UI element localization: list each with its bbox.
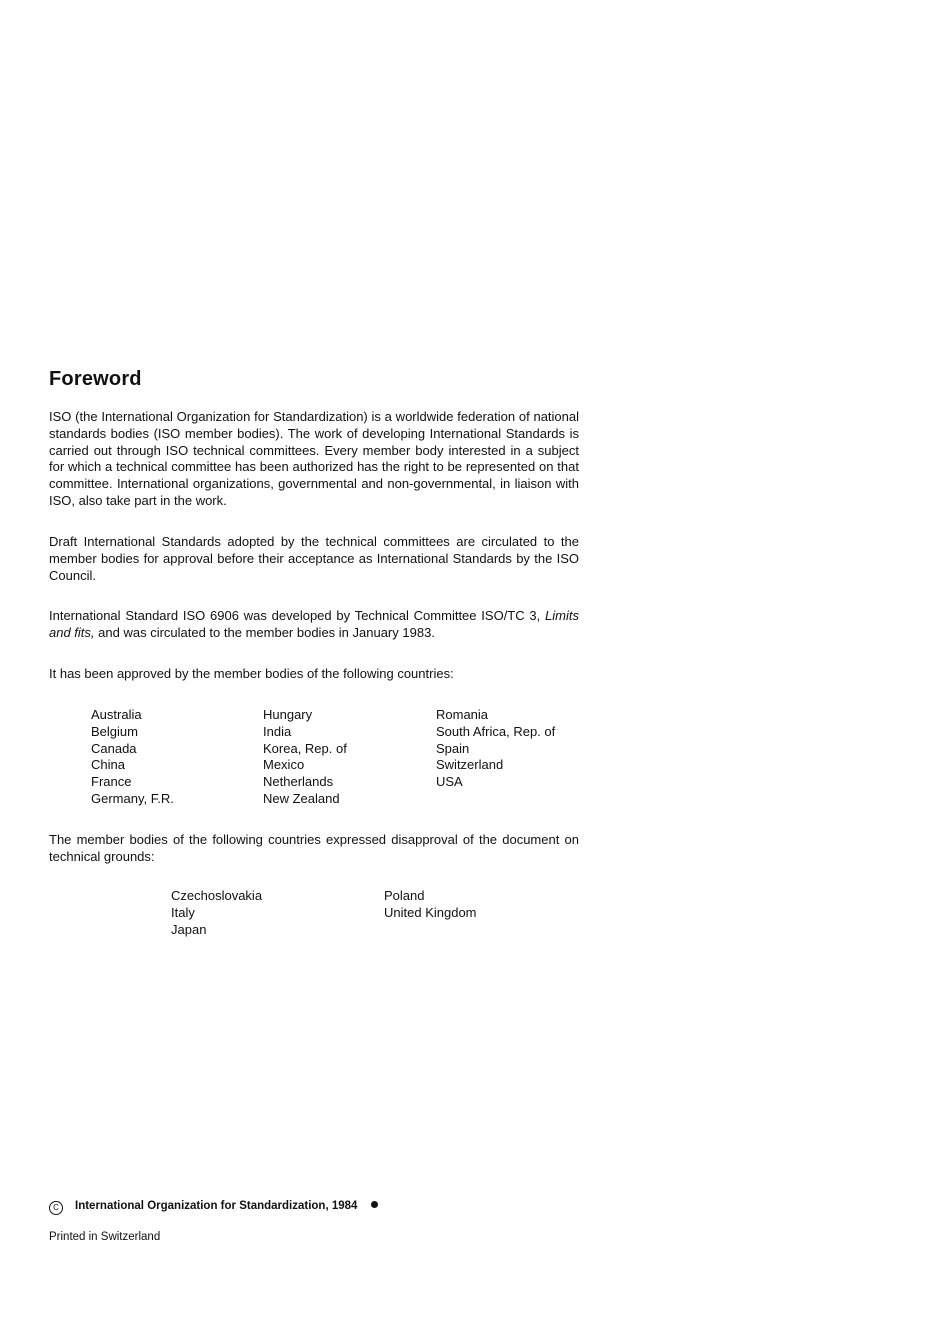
- country-item: Mexico: [263, 757, 305, 773]
- approved-countries-column-2: [263, 707, 347, 808]
- country-item: USA: [436, 774, 463, 790]
- country-item: United Kingdom: [384, 904, 477, 920]
- country-item: Poland: [384, 888, 425, 903]
- country-item: Switzerland: [436, 757, 504, 773]
- foreword-paragraph-3: [49, 608, 579, 642]
- country-item: Australia: [91, 707, 142, 722]
- country-item: Italy: [171, 904, 195, 920]
- country-item: Korea, Rep. of: [263, 740, 347, 756]
- printed-in-line: Printed in Switzerland: [49, 1231, 161, 1243]
- country-item: India: [263, 723, 292, 739]
- disapproved-countries-column-1: [171, 888, 262, 938]
- copyright-icon: C: [49, 1201, 63, 1215]
- country-item: Czechoslovakia: [171, 888, 263, 903]
- foreword-paragraph-4: It has been approved by the member bodies of the following countries:: [49, 666, 454, 681]
- copyright-line: [49, 1200, 378, 1215]
- approved-countries-column-3: [436, 707, 555, 791]
- country-item: China: [91, 757, 125, 773]
- country-item: Germany, F.R.: [91, 790, 174, 806]
- country-item: Canada: [91, 740, 137, 756]
- country-item: Belgium: [91, 723, 138, 739]
- country-item: New Zealand: [263, 790, 340, 806]
- copyright-text: International Organization for Standardization, 1984: [75, 1200, 358, 1212]
- country-item: France: [91, 774, 132, 790]
- approved-countries-column-1: [91, 707, 174, 808]
- foreword-paragraph-1: ISO (the International Organization for Standardization) is a worldwide federation of national standards bodies (ISO member bodies). The work of developing International Standards is carried out through ISO technical committees. Every member body interested in a subject for which a technical committee has been authorized has the right to be represented on that committee. International organizations, governmental and non-governmental, in liaison with ISO, also take part in the work.: [49, 409, 579, 508]
- country-item: Hungary: [263, 707, 313, 722]
- foreword-paragraph-2: Draft International Standards adopted by the technical committees are circulated to the member bodies for approval before their acceptance as International Standards by the ISO Council.: [49, 534, 579, 583]
- country-item: South Africa, Rep. of: [436, 723, 556, 739]
- committee-title: Limits and fits,: [49, 608, 579, 640]
- country-item: Romania: [436, 707, 489, 722]
- paragraph-3-end: and was circulated to the member bodies in January 1983.: [98, 624, 435, 640]
- foreword-heading: Foreword: [49, 368, 142, 390]
- paragraph-3-start: International Standard ISO 6906 was developed by Technical Committee ISO/TC 3,: [49, 608, 541, 623]
- country-item: Spain: [436, 740, 470, 756]
- country-item: Japan: [171, 921, 207, 937]
- country-item: Netherlands: [263, 774, 334, 790]
- disapproved-countries-column-2: [384, 888, 477, 922]
- foreword-paragraph-5: The member bodies of the following countries expressed disapproval of the document on technical grounds:: [49, 832, 579, 864]
- bullet-icon: [371, 1201, 378, 1208]
